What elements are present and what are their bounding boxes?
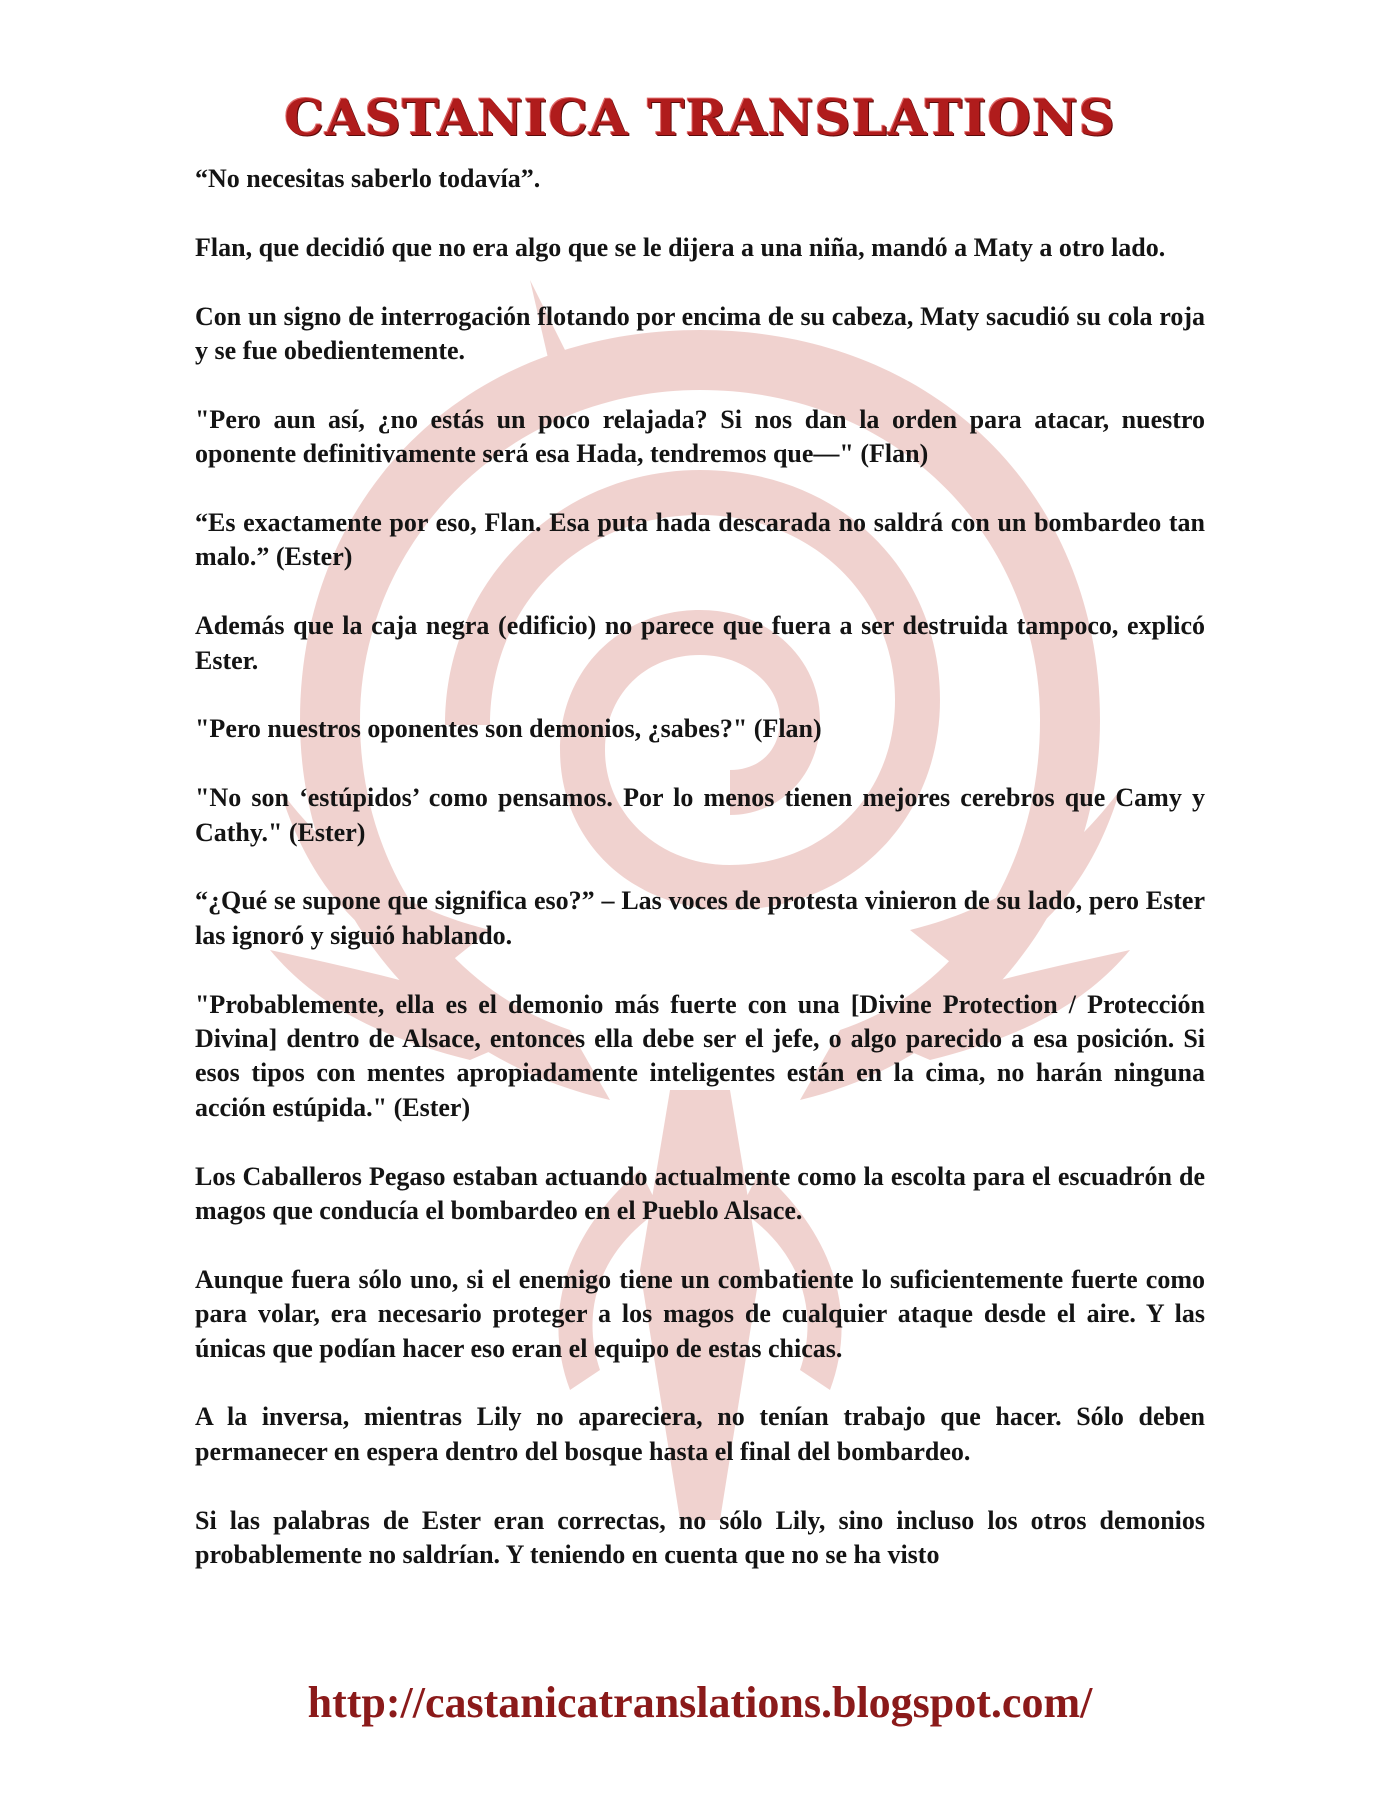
- paragraph: Flan, que decidió que no era algo que se le dijera a una niña, mandó a Maty a otro lado.: [195, 232, 1166, 262]
- footer-url-link[interactable]: http://castanicatranslations.blogspot.com/: [307, 1678, 1093, 1727]
- paragraph: A la inversa, mientras Lily no apareciera, no tenían trabajo que hacer. Sólo deben permanecer en espera dentro del bosque hasta el final del bombardeo.: [195, 1402, 1205, 1466]
- paragraph: "Probablemente, ella es el demonio más fuerte con una [Divine Protection / Protección Divina] dentro de Alsace, entonces ella debe ser el jefe, o algo parecido a esa posición. Si esos tipos con mentes apropiadamente inteligentes están en la cima, no harán ninguna acción estúpida." (Ester): [195, 989, 1205, 1122]
- paragraph: “¿Qué se supone que significa eso?” – Las voces de protesta vinieron de su lado, pero Ester las ignoró y siguió hablando.: [195, 886, 1205, 950]
- paragraph: Con un signo de interrogación flotando por encima de su cabeza, Maty sacudió su cola roja y se fue obedientemente.: [195, 301, 1205, 365]
- paragraph: Además que la caja negra (edificio) no parece que fuera a ser destruida tampoco, explicó Ester.: [195, 611, 1205, 675]
- paragraph: “Es exactamente por eso, Flan. Esa puta hada descarada no saldrá con un bombardeo tan malo.” (Ester): [195, 508, 1205, 572]
- paragraph: Si las palabras de Ester eran correctas, no sólo Lily, sino incluso los otros demonios probablemente no saldrían. Y teniendo en cuenta que no se ha visto: [195, 1505, 1205, 1570]
- paragraph: "Pero aun así, ¿no estás un poco relajada? Si nos dan la orden para atacar, nuestro oponente definitivamente será esa Hada, tendremos que—" (Flan): [195, 404, 1205, 469]
- paragraph: “No necesitas saberlo todavía”.: [195, 164, 541, 193]
- paragraph: Aunque fuera sólo uno, si el enemigo tiene un combatiente lo suficientemente fuerte como para volar, era necesario proteger a los magos de cualquier ataque desde el aire. Y las únicas que podían hacer eso eran el equipo de estas chicas.: [195, 1264, 1205, 1363]
- paragraph: "Pero nuestros oponentes son demonios, ¿sabes?" (Flan): [195, 714, 822, 744]
- header-title: CASTANICA TRANSLATIONS: [284, 88, 1116, 147]
- paragraph: Los Caballeros Pegaso estaban actuando actualmente como la escolta para el escuadrón de magos que conducía el bombardeo en el Pueblo Alsace.: [195, 1161, 1205, 1226]
- paragraph: "No son ‘estúpidos’ como pensamos. Por lo menos tienen mejores cerebros que Camy y Cathy." (Ester): [195, 783, 1205, 847]
- document-body: [195, 162, 1205, 1607]
